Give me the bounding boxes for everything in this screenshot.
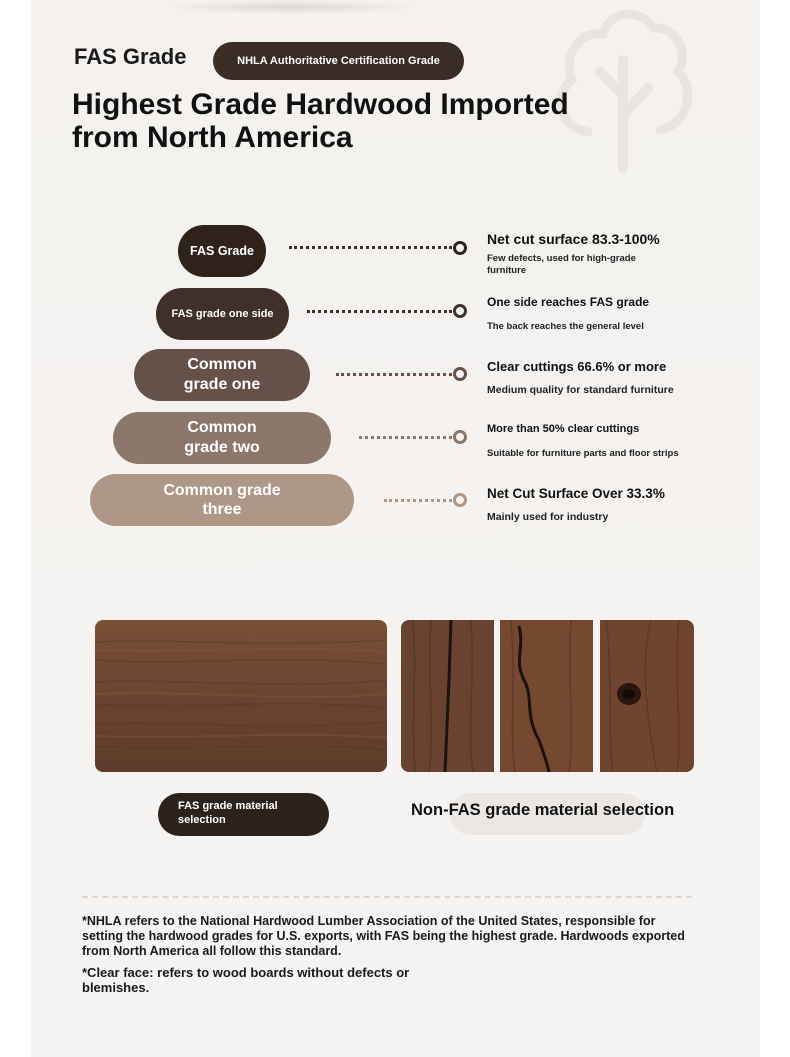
heading-line-1: Highest Grade Hardwood Imported: [72, 88, 569, 121]
grade-title: One side reaches FAS grade: [487, 295, 650, 309]
grade-title: Net Cut Surface Over 33.3%: [487, 486, 665, 501]
grade-subtitle-line: Few defects, used for high-grade: [487, 253, 636, 264]
grade-subtitle: [487, 253, 687, 277]
grade-subtitle-line: furniture: [487, 265, 527, 276]
clear-face-footnote: [82, 965, 409, 995]
nonfas-wood-sample-image: [401, 620, 694, 772]
footnote-line: setting the hardwood grades for U.S. exports, with FAS being the highest grade. Hardwoods exported: [82, 929, 685, 943]
grade-title: Clear cuttings 66.6% or more: [487, 359, 667, 374]
dotted-connector: [307, 310, 452, 313]
fas-material-label: [158, 793, 329, 836]
grade-pill-label: FAS grade one side: [171, 308, 274, 320]
grade-pill-label: Common grade: [163, 482, 281, 499]
grade-title: Net cut surface 83.3-100%: [487, 231, 660, 247]
grade-pill-common-one: [134, 349, 310, 401]
grade-subtitle-line: Mainly used for industry: [487, 511, 609, 523]
grade-subtitle: [487, 384, 687, 396]
footnote-line: *Clear face: refers to wood boards without defects or: [82, 965, 410, 980]
nhla-footnote: [82, 914, 685, 959]
ring-marker-icon: [453, 241, 467, 255]
grade-subtitle-line: Medium quality for standard furniture: [487, 384, 674, 396]
grade-subtitle: [487, 321, 687, 333]
ring-marker-icon: [453, 367, 467, 381]
footnote-line: *NHLA refers to the National Hardwood Lumber Association of the United States, responsible for: [82, 914, 656, 928]
ring-marker-icon: [453, 493, 467, 507]
dotted-connector: [336, 373, 452, 376]
divider: [82, 896, 692, 898]
grade-pill-label: Common: [187, 419, 257, 436]
grade-pill-fas: [178, 225, 266, 277]
ring-marker-icon: [453, 304, 467, 318]
grade-pill-label: FAS Grade: [190, 244, 254, 258]
grade-pill-common-three: [90, 474, 354, 526]
page-title: FAS Grade: [74, 44, 187, 69]
certification-badge: NHLA Authoritative Certification Grade: [213, 42, 464, 80]
fas-material-label-line: FAS grade material: [178, 800, 278, 812]
ring-marker-icon: [453, 430, 467, 444]
fas-material-label-line: selection: [178, 814, 226, 826]
grade-pill-label: three: [202, 501, 242, 518]
dotted-connector: [289, 246, 452, 249]
nonfas-material-label: Non-FAS grade material selection: [411, 801, 675, 819]
grade-pill-label: grade two: [184, 439, 260, 456]
grade-pill-label: Common: [187, 356, 257, 373]
grade-pill-fas-one-side: [156, 288, 289, 340]
main-heading: [72, 88, 592, 154]
fas-wood-sample-image: [95, 620, 387, 772]
footnote-line: from North America all follow this standard.: [82, 944, 342, 958]
dotted-connector: [384, 499, 452, 502]
dotted-connector: [359, 436, 452, 439]
grade-title: More than 50% clear cuttings: [487, 423, 640, 435]
grade-pill-common-two: [113, 412, 331, 464]
grade-subtitle: [487, 448, 687, 460]
footnote-line: blemishes.: [82, 980, 150, 995]
grade-subtitle-line: Suitable for furniture parts and floor strips: [487, 448, 679, 459]
top-shadow: [160, 0, 420, 14]
grade-pill-label: grade one: [183, 376, 261, 393]
heading-line-2: from North America: [72, 121, 353, 154]
grade-subtitle: [487, 511, 687, 523]
grade-subtitle-line: The back reaches the general level: [487, 321, 644, 332]
